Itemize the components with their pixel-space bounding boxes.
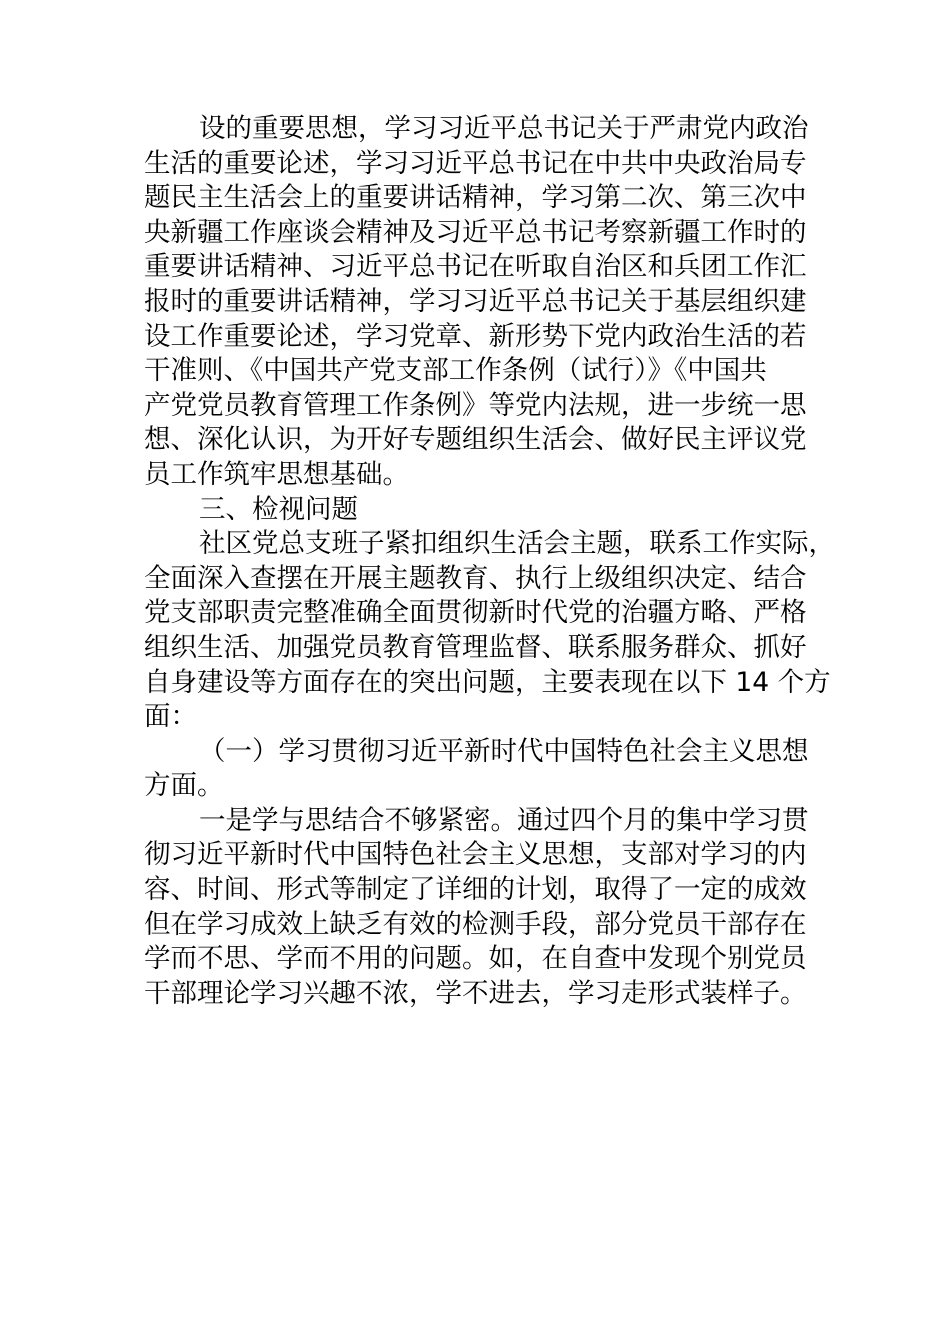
paragraph-line: 生活的重要论述，学习习近平总书记在中共中央政治局专 (144, 147, 807, 179)
paragraph-line: 学而不思、学而不用的问题。如，在自查中发现个别党员 (144, 943, 807, 975)
paragraph-line: 设的重要思想，学习习近平总书记关于严肃党内政治 (199, 113, 809, 144)
paragraph-line: 组织生活、加强党员教育管理监督、联系服务群众、抓好 (144, 631, 807, 663)
subsection-heading: （一）学习贯彻习近平新时代中国特色社会主义思想 (199, 735, 809, 767)
section-heading: 三、检视问题 (199, 493, 358, 525)
paragraph-line: 社区党总支班子紧扣组织生活会主题，联系工作实际， (199, 528, 835, 560)
paragraph-line: 但在学习成效上缺乏有效的检测手段，部分党员干部存在 (144, 908, 807, 940)
paragraph-line: 一是学与思结合不够紧密。通过四个月的集中学习贯 (199, 804, 809, 836)
body-text (144, 112, 835, 1011)
paragraph-line: 产党党员教育管理工作条例》等党内法规，进一步统一思 (144, 389, 807, 421)
paragraph-line: 彻习近平新时代中国特色社会主义思想，支部对学习的内 (144, 839, 807, 871)
paragraph-line: 题民主生活会上的重要讲话精神，学习第二次、第三次中 (144, 182, 807, 214)
paragraph-line: 干准则、《中国共产党支部工作条例（试行）》《中国共 (144, 355, 767, 387)
paragraph-line: 重要讲话精神、习近平总书记在听取自治区和兵团工作汇 (144, 251, 807, 283)
paragraph-line: 报时的重要讲话精神，学习习近平总书记关于基层组织建 (144, 285, 807, 317)
paragraph-line: 全面深入查摆在开展主题教育、执行上级组织决定、结合 (144, 562, 807, 594)
paragraph-line: 容、时间、形式等制定了详细的计划，取得了一定的成效 (144, 874, 807, 906)
paragraph-line: 自身建设等方面存在的突出问题，主要表现在以下 14 个方 (144, 666, 831, 698)
paragraph-line: 员工作筑牢思想基础。 (144, 458, 409, 490)
paragraph-line: 设工作重要论述，学习党章、新形势下党内政治生活的若 (144, 320, 807, 352)
paragraph-line: 想、深化认识，为开好专题组织生活会、做好民主评议党 (144, 424, 807, 456)
subsection-heading: 方面。 (144, 770, 224, 802)
paragraph-line: 干部理论学习兴趣不浓，学不进去，学习走形式装样子。 (144, 977, 807, 1009)
paragraph-line: 党支部职责完整准确全面贯彻新时代党的治疆方略、严格 (144, 597, 807, 629)
paragraph-line: 面： (144, 701, 197, 733)
paragraph-line: 央新疆工作座谈会精神及习近平总书记考察新疆工作时的 (144, 216, 807, 248)
